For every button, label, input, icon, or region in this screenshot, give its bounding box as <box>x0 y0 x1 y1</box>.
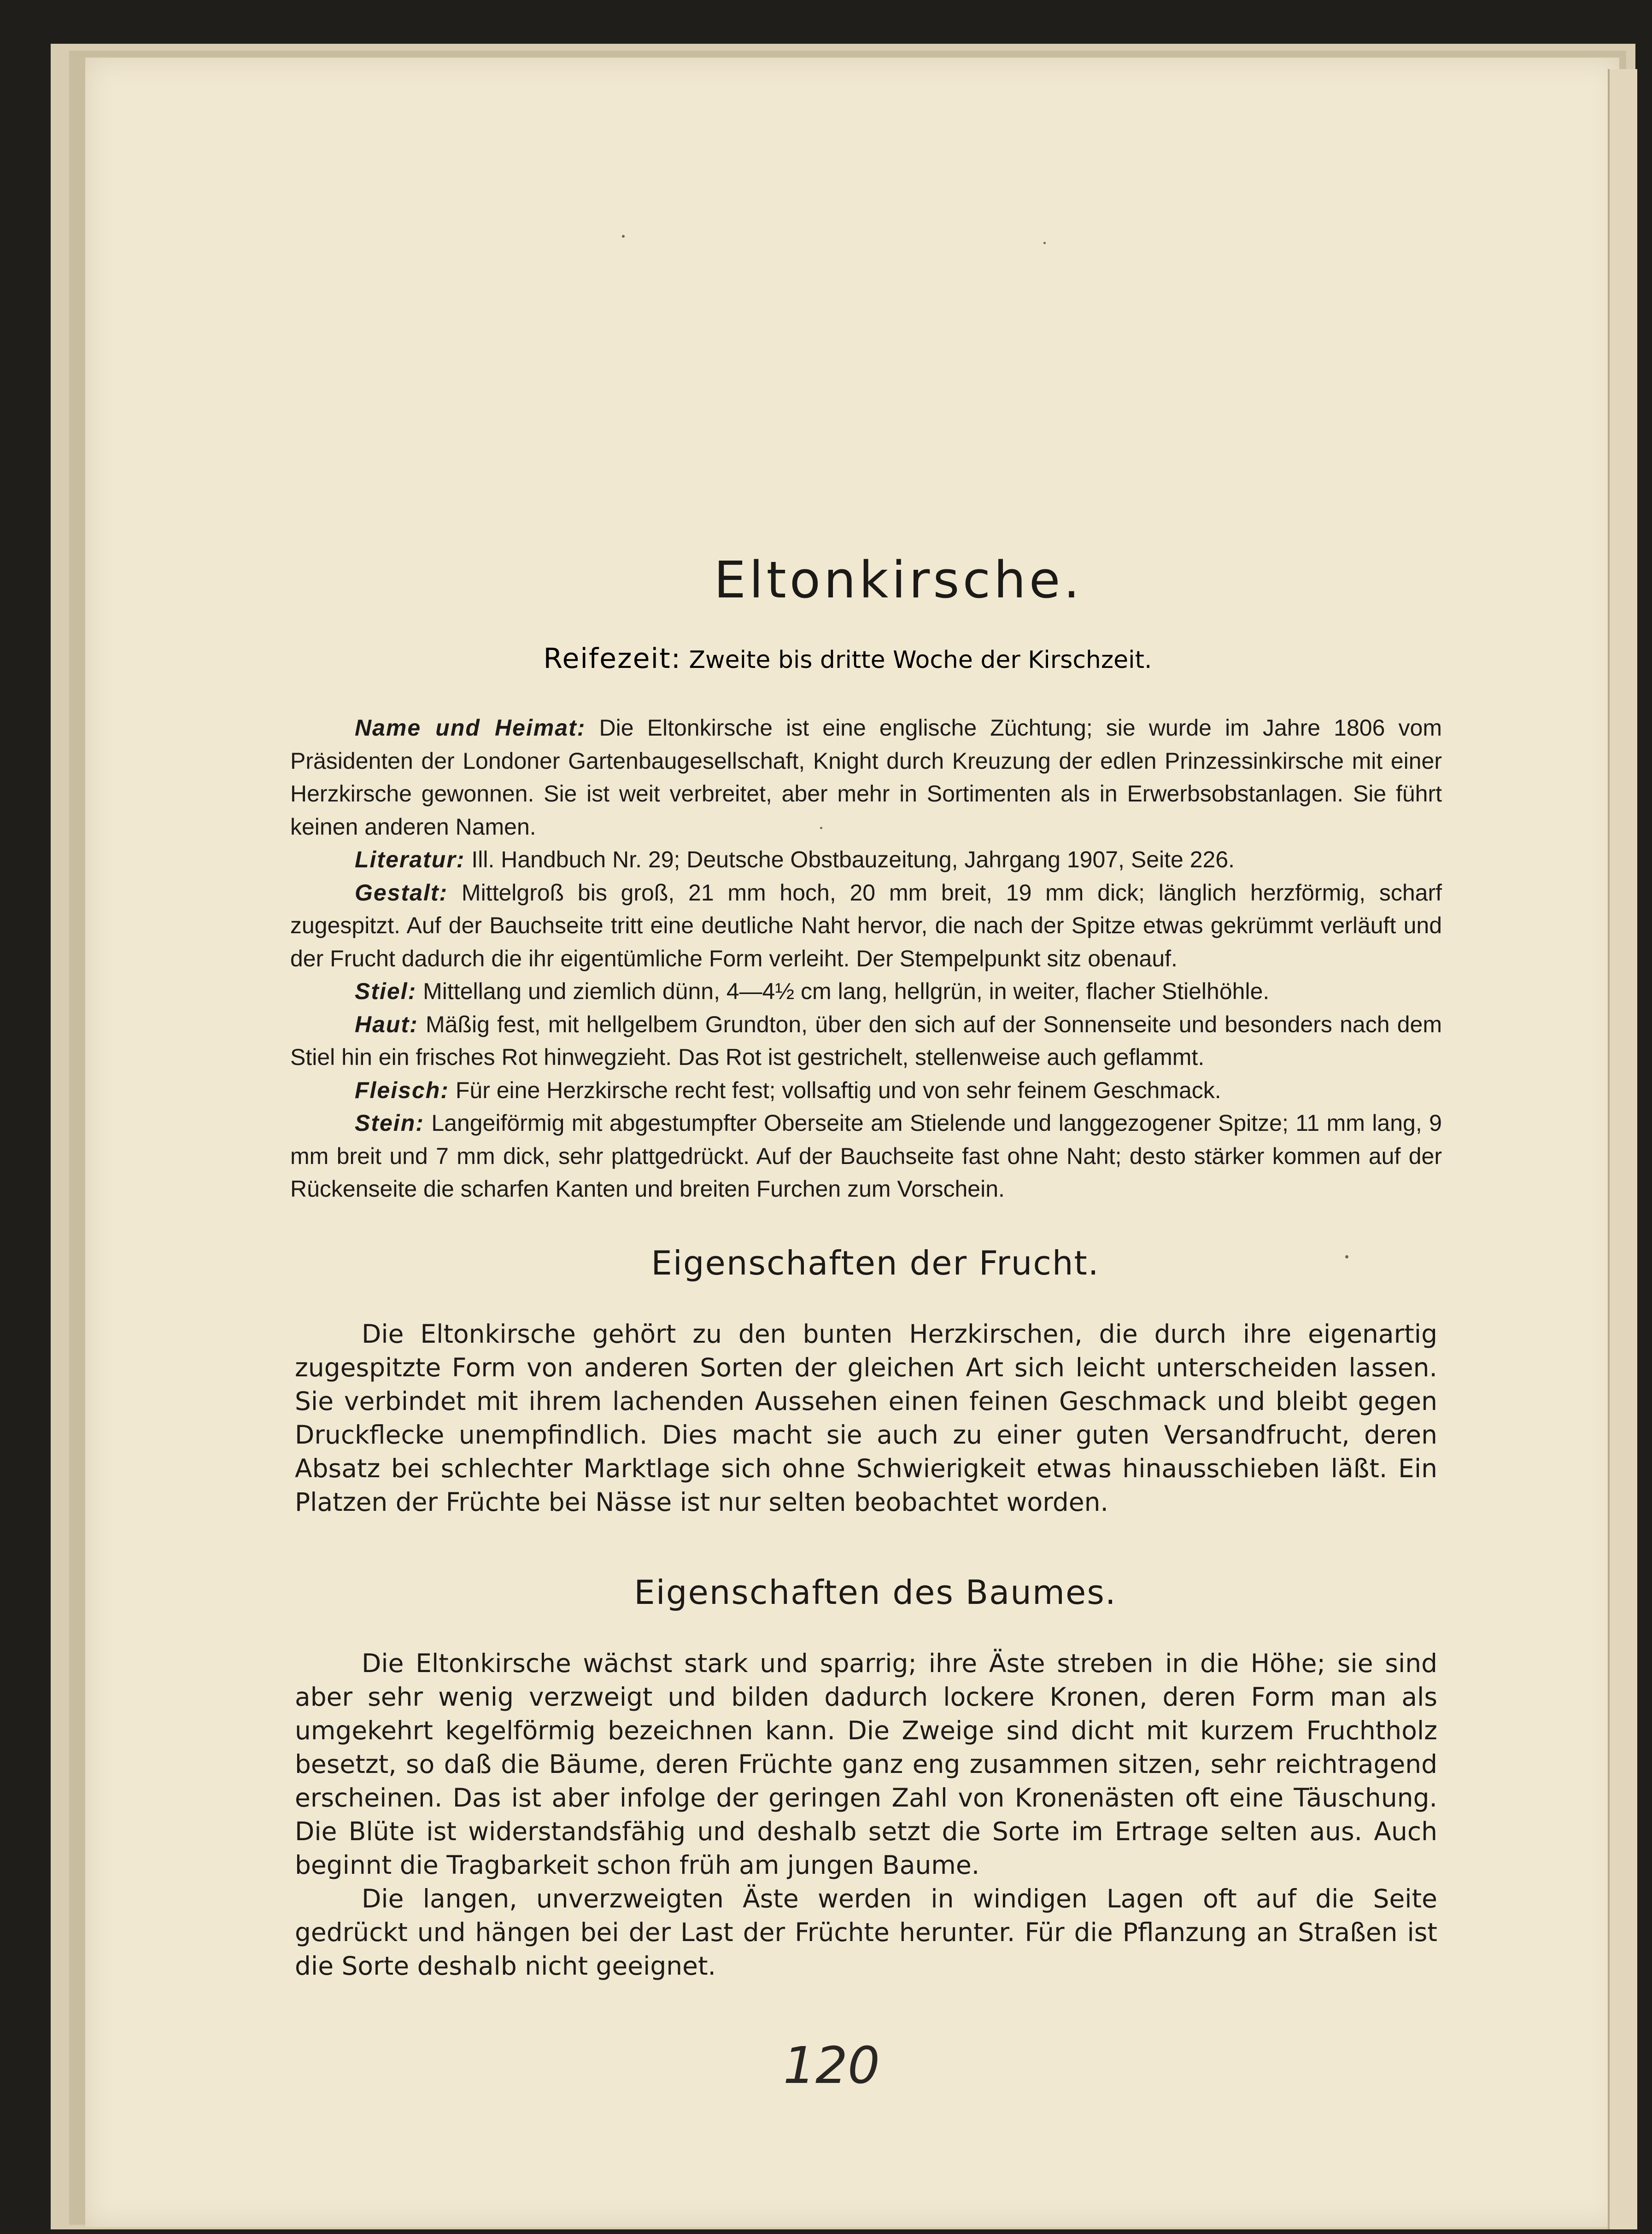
ripening-time-label: Reifezeit: <box>543 643 681 675</box>
variety-description <box>290 712 1442 1206</box>
description-entry <box>290 975 1442 1008</box>
description-text: Langeiförmig mit abgestumpfter Oberseite am Stielende und langgezogener Spitze; 11 mm lang, 9 mm breit und 7 mm dick, sehr plattgedrückt. Auf der Bauchseite fast ohne Naht; desto stärker kommen auf der Rückenseite die scharfen Kanten und breiten Furchen zum Vorschein. <box>290 1110 1442 1202</box>
description-term: Fleisch: <box>355 1077 449 1103</box>
description-entry <box>290 1107 1442 1206</box>
description-entry <box>290 877 1442 976</box>
paragraph: Die Eltonkirsche gehört zu den bunten Herzkirschen, die durch ihre eigenartig zugespitzte Form von anderen Sorten der gleichen Art sich leicht unterscheiden lassen. Sie verbindet mit ihrem lachenden Aussehen einen feinen Geschmack und bleibt gegen Druckflecke unempfindlich. Dies macht sie auch zu einer guten Versandfrucht, deren Absatz bei schlechter Marktlage sich ohne Schwierigkeit etwas hinausschieben läßt. Ein Platzen der Früchte bei Nässe ist nur selten beobachtet worden. <box>295 1319 1437 1517</box>
description-term: Name und Heimat: <box>355 715 586 741</box>
paper-speck <box>1043 242 1046 244</box>
section-heading-tree: Eigenschaften des Baumes. <box>634 1573 1117 1612</box>
description-term: Haut: <box>355 1011 418 1037</box>
description-term: Gestalt: <box>355 879 448 906</box>
paper-speck <box>622 235 625 238</box>
description-entry <box>290 712 1442 843</box>
description-term: Stein: <box>355 1110 424 1136</box>
next-page-edge <box>1608 69 1637 2229</box>
ripening-time <box>521 643 1175 675</box>
description-text: Mittelgroß bis groß, 21 mm hoch, 20 mm breit, 19 mm dick; länglich herzförmig, scharf zugespitzt. Auf der Bauchseite tritt eine deutliche Naht hervor, die nach der Spitze etwas gekrümmt verläuft und der Frucht dadurch die ihr eigentümliche Form verleiht. Der Stempelpunkt sitz obenauf. <box>290 879 1442 971</box>
section-fruit-body <box>295 1317 1437 1519</box>
paragraph: Die langen, unverzweigten Äste werden in windigen Lagen oft auf die Seite gedrückt und hängen bei der Last der Früchte herunter. Für die Pflanzung an Straßen ist die Sorte deshalb nicht geeignet. <box>295 1884 1437 1981</box>
section-heading-fruit: Eigenschaften der Frucht. <box>651 1244 1100 1282</box>
description-text: Mittellang und ziemlich dünn, 4—4½ cm lang, hellgrün, in weiter, flacher Stielhöhle. <box>423 978 1270 1004</box>
description-text: Für eine Herzkirsche recht fest; vollsaftig und von sehr feinem Geschmack. <box>455 1077 1221 1103</box>
paragraph: Die Eltonkirsche wächst stark und sparrig; ihre Äste streben in die Höhe; sie sind aber sehr wenig verzweigt und bilden dadurch lockere Kronen, deren Form man als umgekehrt kegelförmig bezeichnen kann. Die Zweige sind dicht mit kurzem Fruchtholz besetzt, so daß die Bäume, deren Früchte ganz eng zusammen sitzen, sehr reichtragend erscheinen. Das ist aber infolge der geringen Zahl von Kronenästen oft eine Täuschung. Die Blüte ist widerstandsfähig und deshalb setzt die Sorte im Ertrage selten aus. Auch beginnt die Tragbarkeit schon früh am jungen Baume. <box>295 1649 1437 1880</box>
ripening-time-text: Zweite bis dritte Woche der Kirschzeit. <box>689 646 1152 674</box>
description-text: Die Eltonkirsche ist eine englische Züchtung; sie wurde im Jahre 1806 vom Präsidenten der Londoner Gartenbaugesellschaft, Knight durch Kreuzung der edlen Prinzessinkirsche mit einer Herzkirsche gewonnen. Sie ist weit verbreitet, aber mehr in Sortimenten als in Erwerbsobstanlagen. Sie führt keinen anderen Namen. <box>290 715 1442 840</box>
description-text: Ill. Handbuch Nr. 29; Deutsche Obstbauzeitung, Jahrgang 1907, Seite 226. <box>471 847 1235 872</box>
description-entry <box>290 1074 1442 1107</box>
description-entry <box>290 843 1442 877</box>
paper-speck <box>1345 1255 1348 1258</box>
section-tree-body <box>295 1647 1437 1983</box>
page-number: 120 <box>783 2036 880 2095</box>
description-term: Stiel: <box>355 978 417 1004</box>
description-term: Literatur: <box>355 847 465 872</box>
description-entry <box>290 1008 1442 1074</box>
page-title: Eltonkirsche. <box>714 550 1083 609</box>
description-text: Mäßig fest, mit hellgelbem Grundton, über den sich auf der Sonnenseite und besonders nach dem Stiel hin ein frisches Rot hinwegzieht. Das Rot ist gestrichelt, stellenweise auch geflammt. <box>290 1011 1442 1070</box>
